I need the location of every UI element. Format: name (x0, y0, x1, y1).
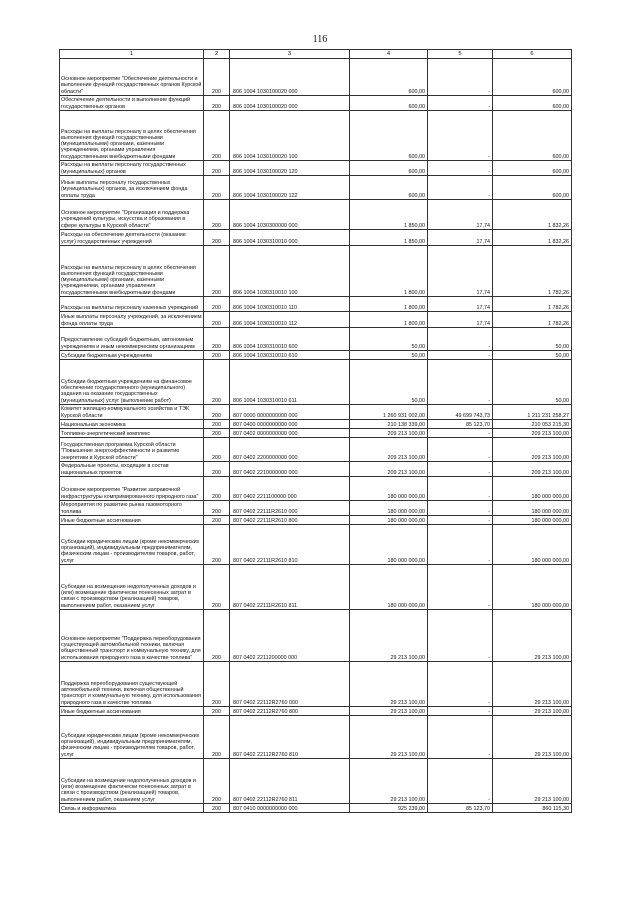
column-2-cell: 200 (204, 405, 230, 420)
column-4-amount: 1 260 931 002,00 (350, 405, 428, 420)
column-6-amount: 50,00 (493, 360, 572, 405)
name-cell: Связь и информатика (60, 804, 204, 813)
column-2-cell: 200 (204, 176, 230, 200)
name-cell: Расходы на обеспечение деятельности (оказание услуг) государственных учреждений (60, 230, 204, 246)
column-5-amount: - (428, 351, 493, 360)
name-cell: Субсидии бюджетным учреждениям на финансовое обеспечение государственного (муниципального) задания на оказание государственных (муниципальных) услуг (выполнение работ) (60, 360, 204, 405)
column-5-amount: 85 123,70 (428, 420, 493, 429)
column-6-amount: 1 782,26 (493, 297, 572, 312)
column-6-amount: 1 832,26 (493, 200, 572, 230)
header-col-3: 3 (230, 50, 350, 59)
column-6-amount: 210 053 215,30 (493, 420, 572, 429)
table-row (60, 59, 572, 96)
column-4-amount: 50,00 (350, 360, 428, 405)
budget-code-cell: 806 1004 1030100020 000 (230, 96, 350, 111)
column-4-amount: 1 850,00 (350, 200, 428, 230)
column-2-cell: 200 (204, 716, 230, 759)
column-5-amount: - (428, 525, 493, 565)
column-4-amount: 29 213 100,00 (350, 662, 428, 707)
column-4-amount: 600,00 (350, 176, 428, 200)
column-4-amount: 29 213 100,00 (350, 759, 428, 804)
column-6-amount: 1 782,26 (493, 312, 572, 328)
name-cell: Субсидии юридическим лицам (кроме некоммерческих организаций), индивидуальным предпринимателям, физическим лицам - производителям товаров, работ, услуг (60, 525, 204, 565)
budget-table-container (59, 49, 571, 813)
column-5-amount: - (428, 360, 493, 405)
name-cell: Предоставление субсидий бюджетным, автономным учреждениям и иным некоммерческим организациям (60, 328, 204, 351)
column-2-cell: 200 (204, 200, 230, 230)
header-col-4: 4 (350, 50, 428, 59)
budget-code-cell: 807 0402 22112R2760 800 (230, 707, 350, 716)
budget-code-cell: 806 1004 1030100020 000 (230, 59, 350, 96)
budget-code-cell: 807 0400 0000000000 000 (230, 420, 350, 429)
column-6-amount: 29 213 100,00 (493, 759, 572, 804)
column-4-amount: 600,00 (350, 111, 428, 161)
budget-code-cell: 807 0402 0000000000 000 (230, 429, 350, 438)
column-4-amount: 600,00 (350, 161, 428, 176)
budget-code-cell: 807 0000 0000000000 000 (230, 405, 350, 420)
header-col-5: 5 (428, 50, 493, 59)
name-cell: Расходы на выплаты персоналу в целях обеспечения выполнения функций государственными (муниципальными) органами, казенными учреждениями, органами управления государственными внебюджетными фондами (60, 111, 204, 161)
budget-code-cell: 806 1004 1030100020 120 (230, 161, 350, 176)
budget-code-cell: 806 1004 1030310010 611 (230, 360, 350, 405)
column-6-amount: 29 213 100,00 (493, 707, 572, 716)
name-cell: Основное мероприятие "Развитие заправочной инфраструктуры компримированного природного газа" (60, 477, 204, 501)
column-5-amount: 17,74 (428, 246, 493, 297)
column-4-amount: 29 213 100,00 (350, 610, 428, 662)
table-row (60, 161, 572, 176)
budget-code-cell: 807 0402 22112R2760 811 (230, 759, 350, 804)
column-5-amount: - (428, 111, 493, 161)
budget-code-cell: 806 1004 1030310010 110 (230, 297, 350, 312)
column-5-amount: 49 699 743,73 (428, 405, 493, 420)
budget-code-cell: 807 0402 2200000000 000 (230, 438, 350, 462)
column-5-amount: - (428, 565, 493, 610)
column-6-amount: 860 115,30 (493, 804, 572, 813)
name-cell: Национальная экономика (60, 420, 204, 429)
column-6-amount: 1 211 231 258,27 (493, 405, 572, 420)
column-4-amount: 1 850,00 (350, 230, 428, 246)
table-row (60, 565, 572, 610)
column-4-amount: 210 138 339,00 (350, 420, 428, 429)
table-row (60, 716, 572, 759)
column-6-amount: 600,00 (493, 111, 572, 161)
table-row (60, 516, 572, 525)
column-6-amount: 180 000 000,00 (493, 516, 572, 525)
budget-code-cell: 806 1004 1030310010 000 (230, 230, 350, 246)
table-row (60, 200, 572, 230)
name-cell: Иные бюджетные ассигнования (60, 707, 204, 716)
column-4-amount: 180 000 000,00 (350, 477, 428, 501)
table-row (60, 230, 572, 246)
name-cell: Субсидии юридическим лицам (кроме некоммерческих организаций), индивидуальным предпринимателям, физическим лицам - производителям товаров, работ, услуг (60, 716, 204, 759)
name-cell: Расходы на выплаты персоналу в целях обеспечения выполнения функций государственными (муниципальными) органами, казенными учреждениями, органами управления государственными внебюджетными фондами (60, 246, 204, 297)
table-row (60, 360, 572, 405)
budget-code-cell: 807 0402 22111R2610 810 (230, 525, 350, 565)
column-5-amount: 17,74 (428, 297, 493, 312)
column-2-cell: 200 (204, 59, 230, 96)
page-number: 116 (312, 34, 328, 45)
table-row (60, 176, 572, 200)
column-2-cell: 200 (204, 610, 230, 662)
column-2-cell: 200 (204, 297, 230, 312)
column-5-amount: - (428, 662, 493, 707)
name-cell: Иные бюджетные ассигнования (60, 516, 204, 525)
name-cell: Иные выплаты персоналу учреждений, за исключением фонда оплаты труда (60, 312, 204, 328)
table-row (60, 111, 572, 161)
column-2-cell: 200 (204, 420, 230, 429)
column-2-cell: 200 (204, 662, 230, 707)
budget-code-cell: 807 0402 22112R2760 810 (230, 716, 350, 759)
column-5-amount: - (428, 161, 493, 176)
table-row (60, 610, 572, 662)
table-row (60, 351, 572, 360)
name-cell: Расходы на выплаты персоналу государственных (муниципальных) органов (60, 161, 204, 176)
column-4-amount: 1 800,00 (350, 312, 428, 328)
column-5-amount: - (428, 59, 493, 96)
column-6-amount: 600,00 (493, 59, 572, 96)
column-4-amount: 180 000 000,00 (350, 525, 428, 565)
table-row (60, 759, 572, 804)
budget-code-cell: 807 0402 22112R2760 000 (230, 662, 350, 707)
name-cell: Поддержка переоборудования существующей автомобильной техники, включая общественный транспорт и коммунальную технику, для использования природного газа в качестве топлива (60, 662, 204, 707)
column-6-amount: 180 000 000,00 (493, 501, 572, 516)
column-6-amount: 600,00 (493, 161, 572, 176)
budget-code-cell: 806 1004 1030310010 112 (230, 312, 350, 328)
header-col-1: 1 (60, 50, 204, 59)
budget-code-cell: 807 0402 22111R2610 811 (230, 565, 350, 610)
budget-code-cell: 806 1004 1030310010 600 (230, 328, 350, 351)
column-5-amount: - (428, 176, 493, 200)
column-4-amount: 925 239,00 (350, 804, 428, 813)
column-5-amount: - (428, 328, 493, 351)
table-row (60, 804, 572, 813)
header-col-2: 2 (204, 50, 230, 59)
name-cell: Основное мероприятие "Обеспечение деятельности и выполнение функций государственных органов Курской области" (60, 59, 204, 96)
name-cell: Комитет жилищно-коммунального хозяйства и ТЭК Курской области (60, 405, 204, 420)
table-header-row (60, 50, 572, 59)
column-5-amount: - (428, 759, 493, 804)
table-row (60, 429, 572, 438)
budget-code-cell: 807 0402 2210000000 000 (230, 462, 350, 477)
table-row (60, 662, 572, 707)
name-cell: Государственная программа Курской области "Повышение энергоэффективности и развитие энергетики в Курской области" (60, 438, 204, 462)
budget-code-cell: 806 1004 1030100020 100 (230, 111, 350, 161)
table-row (60, 501, 572, 516)
column-4-amount: 209 213 100,00 (350, 429, 428, 438)
name-cell: Основное мероприятие "Организация и поддержка учреждений культуры, искусства и образования в сфере культуры в Курской области" (60, 200, 204, 230)
column-2-cell: 200 (204, 246, 230, 297)
column-2-cell: 200 (204, 759, 230, 804)
column-2-cell: 200 (204, 161, 230, 176)
column-4-amount: 600,00 (350, 96, 428, 111)
column-2-cell: 200 (204, 565, 230, 610)
table-row (60, 462, 572, 477)
column-2-cell: 200 (204, 462, 230, 477)
column-2-cell: 200 (204, 96, 230, 111)
column-2-cell: 200 (204, 312, 230, 328)
table-row (60, 297, 572, 312)
column-2-cell: 200 (204, 707, 230, 716)
column-2-cell: 200 (204, 477, 230, 501)
budget-code-cell: 807 0402 2211200000 000 (230, 610, 350, 662)
column-4-amount: 600,00 (350, 59, 428, 96)
column-2-cell: 200 (204, 525, 230, 565)
column-2-cell: 200 (204, 501, 230, 516)
column-4-amount: 209 213 100,00 (350, 438, 428, 462)
name-cell: Федеральные проекты, входящие в состав национальных проектов (60, 462, 204, 477)
column-4-amount: 180 000 000,00 (350, 501, 428, 516)
column-2-cell: 200 (204, 516, 230, 525)
budget-code-cell: 806 1004 1030310010 100 (230, 246, 350, 297)
column-5-amount: - (428, 438, 493, 462)
name-cell: Иные выплаты персоналу государственных (муниципальных) органов, за исключением фонда оплаты труда (60, 176, 204, 200)
column-6-amount: 600,00 (493, 96, 572, 111)
budget-code-cell: 806 1004 1030300000 000 (230, 200, 350, 230)
table-row (60, 420, 572, 429)
budget-code-cell: 807 0402 22111R2610 800 (230, 516, 350, 525)
column-4-amount: 29 213 100,00 (350, 707, 428, 716)
column-5-amount: 17,74 (428, 312, 493, 328)
budget-code-cell: 807 0402 22111R2610 000 (230, 501, 350, 516)
column-4-amount: 180 000 000,00 (350, 516, 428, 525)
budget-code-cell: 807 0410 0000000000 000 (230, 804, 350, 813)
column-5-amount: - (428, 707, 493, 716)
table-row (60, 525, 572, 565)
table-row (60, 405, 572, 420)
column-6-amount: 180 000 000,00 (493, 565, 572, 610)
column-5-amount: 17,74 (428, 230, 493, 246)
column-2-cell: 200 (204, 804, 230, 813)
column-4-amount: 1 800,00 (350, 297, 428, 312)
column-6-amount: 209 213 100,00 (493, 438, 572, 462)
table-row (60, 328, 572, 351)
column-6-amount: 180 000 000,00 (493, 477, 572, 501)
column-6-amount: 29 213 100,00 (493, 662, 572, 707)
column-6-amount: 209 213 100,00 (493, 429, 572, 438)
column-5-amount: - (428, 716, 493, 759)
name-cell: Субсидии бюджетным учреждениям (60, 351, 204, 360)
budget-code-cell: 806 1004 1030100020 122 (230, 176, 350, 200)
table-row (60, 477, 572, 501)
table-row (60, 438, 572, 462)
table-row (60, 707, 572, 716)
column-5-amount: - (428, 477, 493, 501)
name-cell: Субсидии на возмещение недополученных доходов и (или) возмещение фактически понесенных затрат в связи с производством (реализацией) товаров, выполнением работ, оказанием услуг (60, 759, 204, 804)
column-2-cell: 200 (204, 351, 230, 360)
column-5-amount: - (428, 96, 493, 111)
column-2-cell: 200 (204, 111, 230, 161)
column-5-amount: - (428, 516, 493, 525)
name-cell: Расходы на выплаты персоналу казенных учреждений (60, 297, 204, 312)
column-2-cell: 200 (204, 438, 230, 462)
column-5-amount: - (428, 501, 493, 516)
budget-code-cell: 807 0402 2211100000 000 (230, 477, 350, 501)
column-6-amount: 29 213 100,00 (493, 610, 572, 662)
name-cell: Мероприятия по развитию рынка газомоторного топлива (60, 501, 204, 516)
column-2-cell: 200 (204, 429, 230, 438)
column-4-amount: 1 800,00 (350, 246, 428, 297)
column-6-amount: 209 213 100,00 (493, 462, 572, 477)
column-6-amount: 180 000 000,00 (493, 525, 572, 565)
table-body (60, 59, 572, 813)
column-2-cell: 200 (204, 328, 230, 351)
table-row (60, 96, 572, 111)
column-6-amount: 50,00 (493, 351, 572, 360)
column-2-cell: 200 (204, 230, 230, 246)
name-cell: Топливно-энергетический комплекс (60, 429, 204, 438)
column-6-amount: 50,00 (493, 328, 572, 351)
column-4-amount: 50,00 (350, 328, 428, 351)
name-cell: Основное мероприятие "Поддержка переоборудования существующей автомобильной техники, включая общественный транспорт и коммунальную технику, для использования природного газа в качестве топлива" (60, 610, 204, 662)
column-5-amount: 17,74 (428, 200, 493, 230)
name-cell: Обеспечение деятельности и выполнение функций государственных органов (60, 96, 204, 111)
budget-code-cell: 806 1004 1030310010 610 (230, 351, 350, 360)
column-6-amount: 600,00 (493, 176, 572, 200)
column-6-amount: 1 832,26 (493, 230, 572, 246)
column-2-cell: 200 (204, 360, 230, 405)
column-5-amount: - (428, 610, 493, 662)
header-col-6: 6 (493, 50, 572, 59)
budget-table (59, 49, 572, 813)
column-4-amount: 180 000 000,00 (350, 565, 428, 610)
name-cell: Субсидии на возмещение недополученных доходов и (или) возмещение фактически понесенных затрат в связи с производством (реализацией) товаров, выполнением работ, оказанием услуг (60, 565, 204, 610)
column-5-amount: 85 123,70 (428, 804, 493, 813)
column-5-amount: - (428, 429, 493, 438)
column-4-amount: 29 213 100,00 (350, 716, 428, 759)
column-6-amount: 1 782,26 (493, 246, 572, 297)
column-4-amount: 50,00 (350, 351, 428, 360)
table-row (60, 312, 572, 328)
column-5-amount: - (428, 462, 493, 477)
table-row (60, 246, 572, 297)
column-6-amount: 29 213 100,00 (493, 716, 572, 759)
column-4-amount: 209 213 100,00 (350, 462, 428, 477)
